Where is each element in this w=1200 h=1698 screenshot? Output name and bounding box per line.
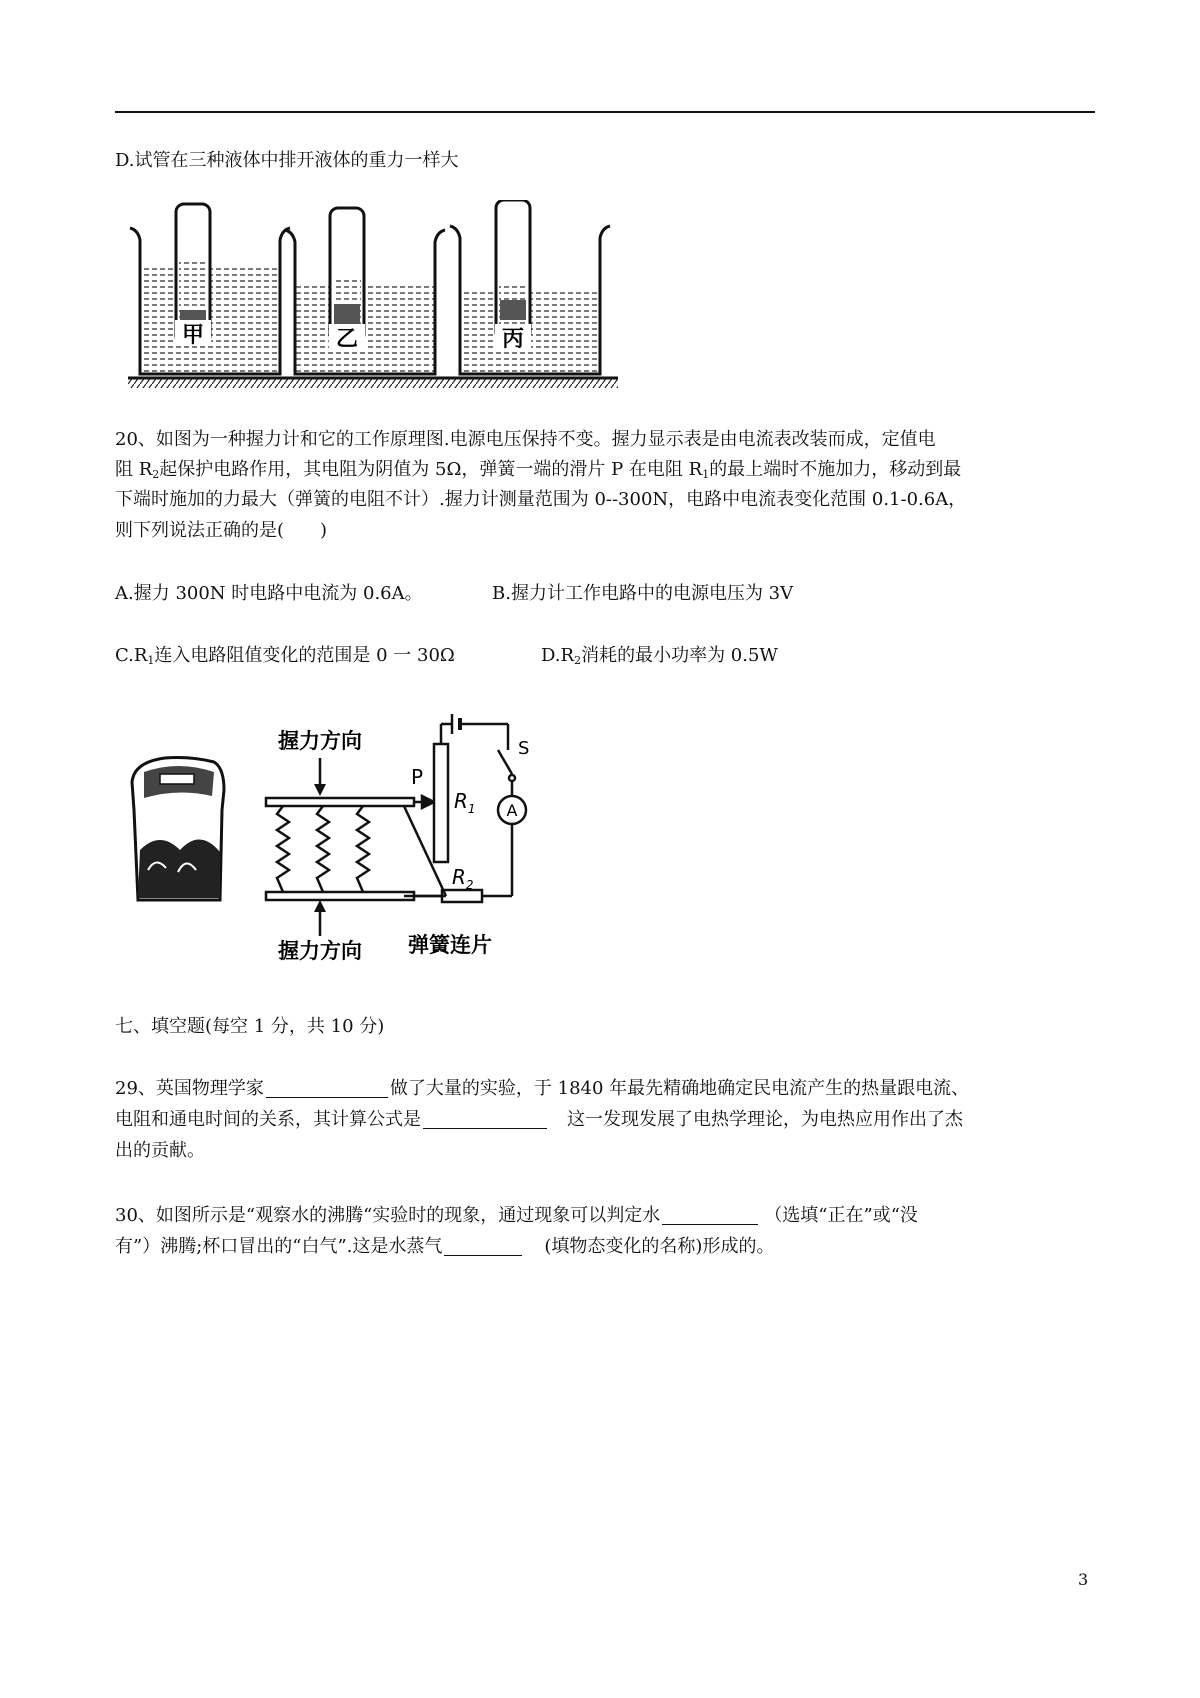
grip-dynamometer-figure	[120, 700, 620, 970]
q20-option-b: B.握力计工作电路中的电源电压为 3V	[492, 583, 794, 604]
q29-line2: 电阻和通电时间的关系，其计算公式是 这一发现发展了电热学理论，为电热应用作出了杰	[115, 1105, 963, 1135]
q20-option-a: A.握力 300N 时电路中电流为 0.6A。	[115, 583, 423, 604]
page-number: 3	[1078, 1570, 1089, 1589]
beakers-figure	[128, 200, 618, 390]
label-jia: 甲	[181, 323, 205, 348]
q29-line3: 出的贡献。	[115, 1140, 205, 1161]
r1-label: $R_1$	[454, 789, 476, 816]
q30-line2: 有”）沸腾;杯口冒出的“白气”.这是水蒸气 (填物态变化的名称)形成的。	[115, 1232, 774, 1262]
q20-line2: 阻 $R_2$起保护电路作用，其电阻为阴值为 5Ω，弹簧一端的滑片 P 在电阻 $R_1$的最上端时不施加力，移动到最	[115, 459, 962, 481]
q20-option-d: $D.R_2$消耗的最小功率为 0.5W	[541, 645, 778, 667]
header-rule	[115, 111, 1095, 113]
q29-line1: 29、英国物理学家 做了大量的实验，于 1840 年最先精确地确定民电流产生的热量跟电流、	[115, 1074, 969, 1104]
springs	[277, 806, 369, 892]
section-7-title: 七、填空题(每空 1 分，共 10 分)	[115, 1016, 385, 1037]
switch-s-label: S	[518, 738, 530, 759]
label-yi: 乙	[335, 327, 359, 352]
dynamometer-photo	[132, 758, 224, 901]
spring-plate-label: 弹簧连片	[408, 933, 492, 957]
q29-blank-1	[266, 1075, 388, 1098]
bottom-plate	[266, 892, 414, 900]
q19-option-d: D.试管在三种液体中排开液体的重力一样大	[115, 150, 459, 171]
q20-option-c: $C.R_1$连入电路阻值变化的范围是 0 一 30Ω	[115, 645, 455, 667]
q20-line4: 则下列说法正确的是( )	[115, 520, 328, 541]
top-plate	[266, 798, 414, 806]
beaker-jia	[130, 204, 290, 374]
q29-blank-2	[423, 1106, 547, 1129]
q30-blank-2	[444, 1233, 522, 1256]
q20-line3: 下端时施加的力最大（弹簧的电阻不计）.握力计测量范围为 0--300N，电路中电流表变化范围 0.1-0.6A，	[115, 489, 967, 510]
r2-label: $R_2$	[452, 865, 474, 892]
q30-blank-1	[662, 1202, 758, 1225]
label-bing: 丙	[501, 327, 525, 352]
force-direction-top-label: 握力方向	[278, 729, 362, 753]
q20-line1: 20、如图为一种握力计和它的工作原理图.电源电压保持不变。握力显示表是由电流表改装而成，定值电	[115, 429, 936, 450]
slider-p-label: P	[411, 765, 424, 789]
q30-line1: 30、如图所示是“观察水的沸腾“实验时的现象，通过现象可以判定水 （选填“正在”或“没	[115, 1201, 918, 1231]
force-direction-bottom-label: 握力方向	[278, 939, 362, 963]
ammeter-label: A	[506, 801, 518, 820]
